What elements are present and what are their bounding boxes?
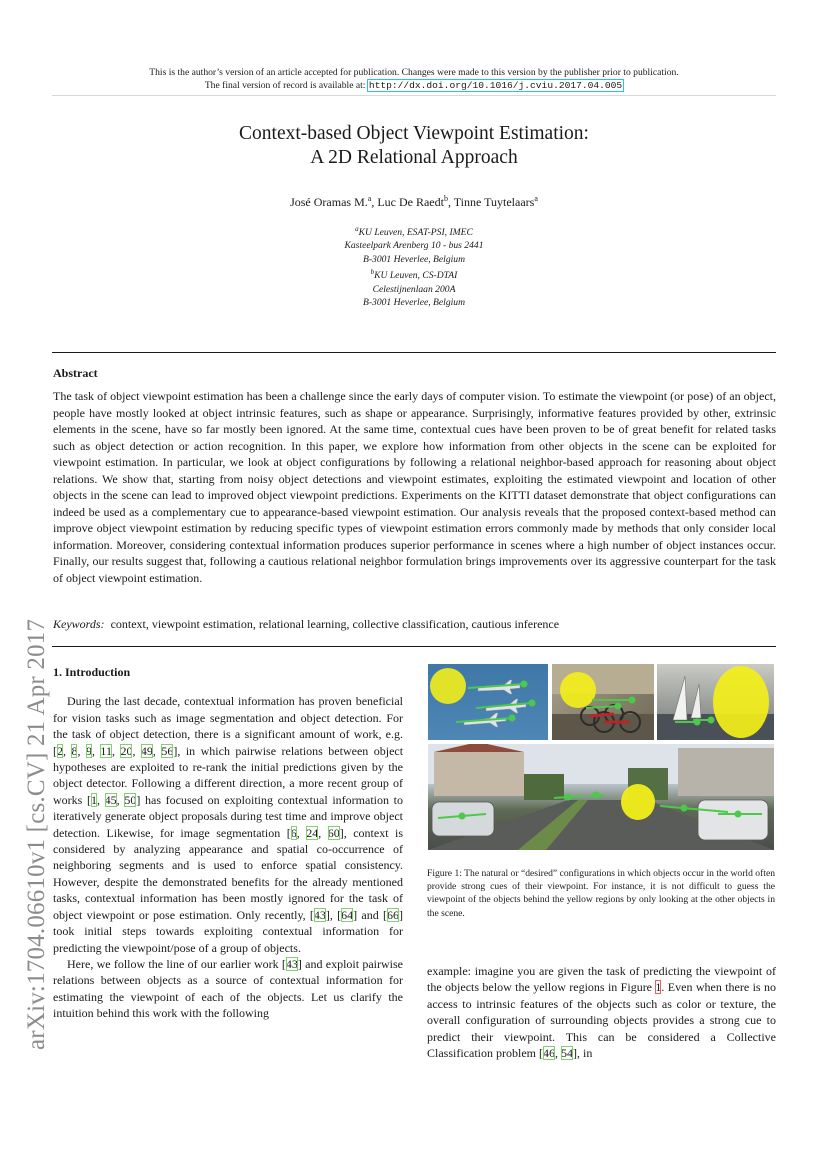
citation-link[interactable]: 56 — [161, 743, 174, 758]
introduction-column-right: example: imagine you are given the task of predicting the viewpoint of the objects below the yellow regions in Figure 1. Even when there is no access to intrinsic features of the objects such as color or texture, the overall configuration of surrounding objects provides a strong cue to predict their viewpoint. This can be considered a Collective Classification problem [46, 54], in — [427, 964, 776, 1061]
affil-mark: b — [370, 268, 375, 277]
abstract-heading: Abstract — [53, 366, 98, 380]
affiliation-line: B-3001 Heverlee, Belgium — [362, 253, 466, 265]
notice-line-1: This is the author’s version of an article accepted for publication. Changes were made to this version by the publisher prior to publication. — [149, 67, 679, 78]
citation-link[interactable]: 9 — [85, 743, 92, 758]
figure-1-airplanes-image — [428, 664, 548, 740]
author-affil-mark: a — [367, 194, 372, 203]
figure-1-street-scene-drawing — [428, 744, 774, 850]
citation-link[interactable]: 43 — [313, 907, 326, 922]
affiliation-line: Kasteelpark Arenberg 10 - bus 2441 — [344, 240, 484, 252]
notice-line-2-prefix: The final version of record is available at: — [204, 80, 368, 91]
intro-paragraph-2: Here, we follow the line of our earlier work [43] and exploit pairwise relations between objects as a source of contextual information for estimating the viewpoint of each of the objects. Let us clarify the intuition behind this work with the following — [53, 956, 403, 1021]
author-name: José Oramas M. — [290, 195, 368, 209]
figure-reference-link[interactable]: 1 — [655, 980, 662, 995]
figure-1-sailboats-image — [657, 664, 774, 740]
affiliation-line: B-3001 Heverlee, Belgium — [362, 296, 466, 308]
affiliation-line: Celestijnenlaan 200A — [372, 283, 456, 295]
paper-title — [0, 122, 828, 170]
figure-1-street-scene-image — [428, 744, 774, 850]
abstract-top-rule — [52, 352, 776, 353]
notice-divider — [52, 95, 776, 96]
figure-1-bicycles-drawing — [552, 664, 654, 740]
citation-link[interactable]: 20 — [120, 743, 133, 758]
keywords-text: context, viewpoint estimation, relational learning, collective classification, cautious inference — [110, 617, 560, 631]
author-name: Tinne Tuytelaars — [453, 195, 535, 209]
citation-link[interactable]: 54 — [560, 1046, 573, 1061]
figure-1-sailboats-drawing — [657, 664, 774, 740]
author-affil-mark: a — [534, 194, 538, 203]
arxiv-identifier-stamp: arXiv:1704.06610v1 [cs.CV] 21 Apr 2017 — [23, 618, 50, 1050]
citation-link[interactable]: 45 — [104, 792, 117, 807]
citation-link[interactable]: 11 — [100, 743, 112, 758]
author-name: Luc De Raedt — [377, 195, 444, 209]
citation-link[interactable]: 1 — [91, 792, 97, 807]
citation-link[interactable]: 46 — [542, 1046, 555, 1061]
affiliation-line: $^a$KU Leuven, ESAT-PSI, IMEC — [355, 225, 473, 239]
citation-link[interactable]: 50 — [124, 792, 137, 807]
figure-1-caption: Figure 1: The natural or “desired” configurations in which objects occur in the world often provide strong cues of their viewpoint. For instance, it is not difficult to guess the viewpoint of the objects behind the yellow regions by only looking at the other objects in the scene. — [427, 868, 775, 919]
notice-line-2 — [0, 79, 828, 92]
intro-paragraph-1: During the last decade, contextual information has proven beneficial for vision tasks such as image segmentation and object detection. For the task of object detection, there is a significant amount of work, e.g. [2, 8, 9, 11, 20, 49, 56], in which pairwise relations between object hypotheses are exploited to re-rank the initial predictions given by the object detector. Following a different direction, a more recent group of works [1, 45, 50] has focused on exploiting contextual information to iteratively generate object proposals during test time and improve object detection. Likewise, for image segmentation [6, 24, 60], context is considered by analyzing appearance and spatial co-occurrence of neighboring segments and is used to enforce spatial consistency. However, despite the demonstrated benefits for the already mentioned tasks, contextual information has been mostly ignored for the task of object viewpoint or pose estimation. Only recently, [43], [64] and [66] took initial steps towards exploiting contextual information for predicting the viewpoint/pose of a group of objects. — [53, 694, 404, 955]
keywords-label: Keywords: — [53, 617, 105, 631]
figure-1-airplanes-drawing — [428, 664, 548, 740]
author-affil-mark: b — [443, 194, 448, 203]
citation-link[interactable]: 49 — [140, 743, 153, 758]
author-list: José Oramas M.$^a$, Luc De Raedt$^b$, Tinne Tuytelaars$^a$ — [290, 194, 538, 209]
abstract-bottom-rule — [52, 646, 776, 647]
keywords — [53, 617, 776, 632]
citation-link[interactable]: 43 — [285, 956, 298, 971]
doi-link[interactable]: http://dx.doi.org/10.1016/j.cviu.2017.04.005 — [368, 80, 623, 91]
title-line-2: A 2D Relational Approach — [310, 147, 518, 168]
affiliations — [0, 223, 828, 309]
introduction-column-left — [53, 664, 403, 1022]
citation-link[interactable]: 60 — [327, 825, 340, 840]
citation-link[interactable]: 64 — [341, 907, 354, 922]
affil-mark: a — [355, 225, 359, 233]
publication-notice — [0, 66, 828, 92]
citation-link[interactable]: 24 — [306, 825, 319, 840]
citation-link[interactable]: 6 — [290, 825, 297, 840]
affiliation-line: $^b$KU Leuven, CS-DTAI — [370, 268, 458, 282]
section-heading: 1. Introduction — [53, 665, 131, 679]
citation-link[interactable]: 66 — [387, 907, 399, 922]
title-line-1: Context-based Object Viewpoint Estimation: — [239, 123, 589, 144]
citation-link[interactable]: 2 — [57, 743, 63, 758]
abstract-text: The task of object viewpoint estimation has been a challenge since the early days of computer vision. To estimate the viewpoint (or pose) of an object, people have mostly looked at object intrinsic features, such as shape or appearance. Surprisingly, informative features provided by other, extrinsic elements in the scene, have so far mostly been ignored. At the same time, contextual cues have been proven to be of great benefit for related tasks such as object detection or action recognition. In this paper, we explore how information from other objects in the scene can be exploited for viewpoint estimation. In particular, we look at object configurations by following a relational neighbor-based approach for reasoning about object relations. We show that, starting from noisy object detections and viewpoint estimates, exploiting the estimated viewpoint and location of other objects in the scene can lead to improved object viewpoint predictions. Experiments on the KITTI dataset demonstrate that object configurations can indeed be used as a complementary cue to appearance-based viewpoint estimation. Our analysis reveals that the proposed context-based method can improve object viewpoint estimation by reducing specific types of viewpoint estimation errors commonly made by methods that only consider local information. Moreover, considering contextual information produces superior performance in scenes where a high number of object instances occur. Finally, our results suggest that, following a cautious relational neighbor formulation brings improvements over its aggressive counterpart for the task of object viewpoint estimation. — [53, 389, 776, 585]
citation-link[interactable]: 8 — [71, 743, 78, 758]
figure-1-bicycles-image — [552, 664, 654, 740]
